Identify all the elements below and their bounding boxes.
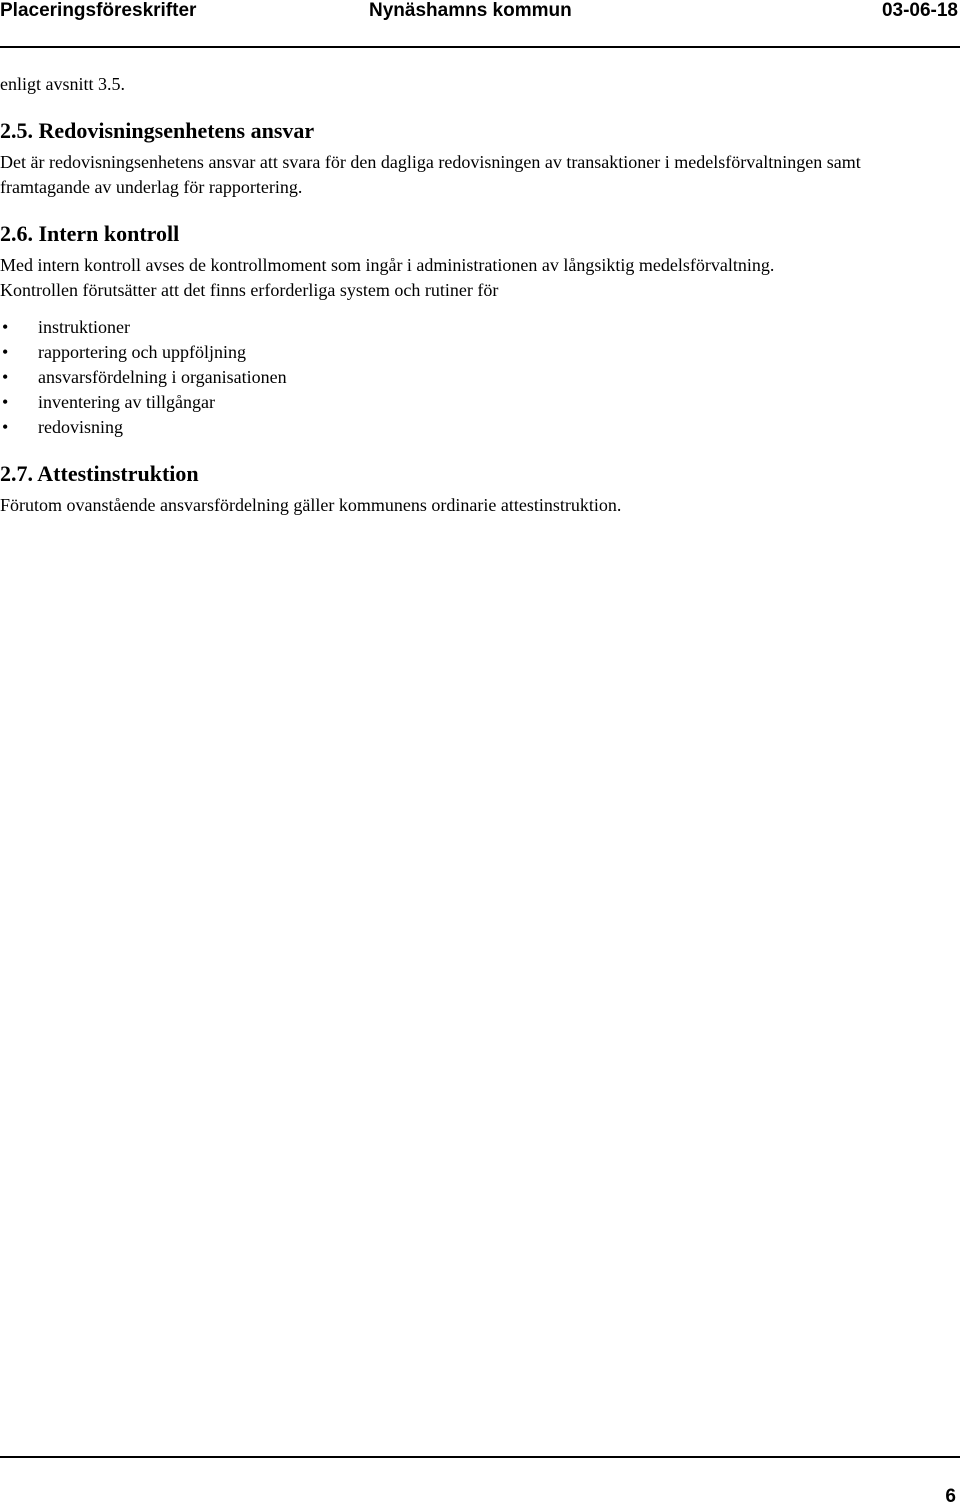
page-number: 6 <box>945 1486 956 1507</box>
list-item <box>0 365 950 390</box>
bullet-icon: • <box>2 392 9 412</box>
header-date: 03-06-18 <box>881 0 958 21</box>
section-paragraph: Förutom ovanstående ansvarsfördelning gäller kommunens ordinarie attestinstruktion. <box>0 495 622 515</box>
list-item <box>0 390 950 415</box>
section-2-7 <box>0 461 950 518</box>
list-item-text: instruktioner <box>38 317 130 337</box>
section-paragraph: Det är redovisningsenhetens ansvar att svara för den dagliga redovisningen av transaktioner i medelsförvaltningen samt framtagande av underlag för rapportering. <box>0 152 861 197</box>
list-item <box>0 340 950 365</box>
section-2-5 <box>0 118 950 200</box>
section-paragraph: Kontrollen förutsätter att det finns erforderliga system och rutiner för <box>0 280 499 300</box>
bullet-icon: • <box>2 367 9 387</box>
section-heading: 2.5. Redovisningsenhetens ansvar <box>0 118 315 143</box>
list-item-text: ansvarsfördelning i organisationen <box>38 367 287 387</box>
bullet-icon: • <box>2 342 9 362</box>
document-body <box>0 72 950 518</box>
list-item-text: redovisning <box>38 417 123 437</box>
header-document-title: Placeringsföreskrifter <box>0 0 197 21</box>
bullet-icon: • <box>2 417 9 437</box>
section-2-6 <box>0 221 950 440</box>
bullet-list <box>0 315 950 440</box>
section-heading: 2.6. Intern kontroll <box>0 221 180 246</box>
page-header <box>0 0 960 48</box>
list-item <box>0 315 950 340</box>
page-footer <box>0 1456 960 1507</box>
bullet-icon: • <box>2 317 9 337</box>
list-item <box>0 415 950 440</box>
intro-text: enligt avsnitt 3.5. <box>0 74 125 94</box>
section-paragraph: Med intern kontroll avses de kontrollmoment som ingår i administrationen av långsiktig medelsförvaltning. <box>0 255 775 275</box>
section-heading: 2.7. Attestinstruktion <box>0 461 199 486</box>
header-organization: Nynäshamns kommun <box>369 0 572 21</box>
list-item-text: rapportering och uppföljning <box>38 342 246 362</box>
list-item-text: inventering av tillgångar <box>38 392 215 412</box>
